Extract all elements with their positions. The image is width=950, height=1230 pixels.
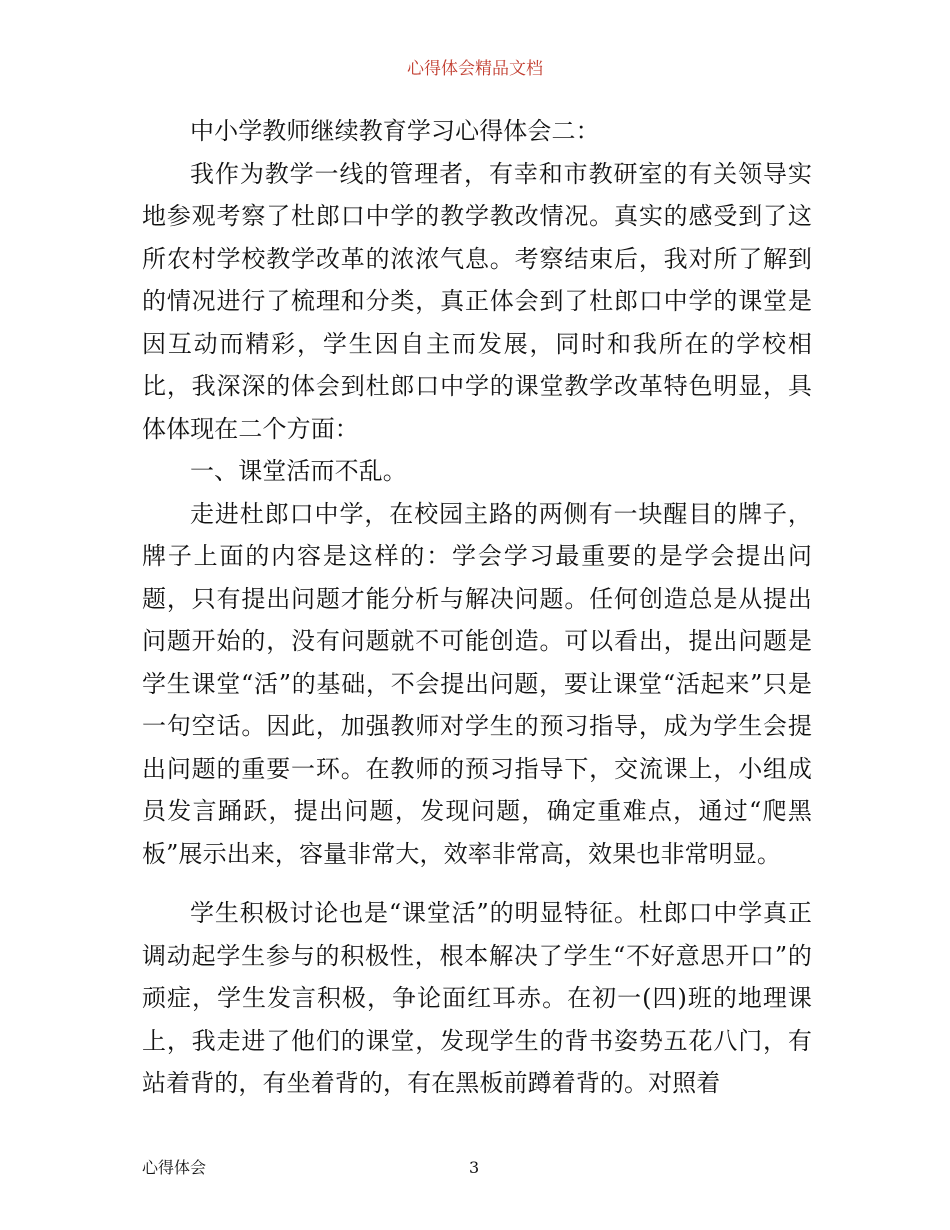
page-number: 3 (469, 1158, 480, 1177)
paragraph-intro: 我作为教学一线的管理者，有幸和市教研室的有关领导实地参观考察了杜郎口中学的教学教改情况。真实的感受到了这所农村学校教学改革的浓浓气息。考察结束后，我对所了解到的情况进行了梳理和分类，真正体会到了杜郎口中学的课堂是因互动而精彩，学生因自主而发展，同时和我所在的学校相比，我深深的体会到杜郎口中学的课堂教学改革特色明显，具体体现在二个方面： (142, 159, 812, 443)
document-body (142, 110, 812, 1105)
paragraph-discussion: 学生积极讨论也是“课堂活”的明显特征。杜郎口中学真正调动起学生参与的积极性，根本解决了学生“不好意思开口”的顽症，学生发言积极，争论面红耳赤。在初一(四)班的地理课上，我走进了他们的课堂，发现学生的背书姿势五花八门，有站着背的，有坐着背的，有在黑板前蹲着背的。对照着 (142, 899, 812, 1097)
page-footer (142, 1157, 812, 1179)
paragraph-signboard: 走进杜郎口中学，在校园主路的两侧有一块醒目的牌子，牌子上面的内容是这样的：学会学习最重要的是学会提出问题，只有提出问题才能分析与解决问题。任何创造总是从提出问题开始的，没有问题就不可能创造。可以看出，提出问题是学生课堂“活”的基础，不会提出问题，要让课堂“活起来”只是一句空话。因此，加强教师对学生的预习指导，成为学生会提出问题的重要一环。在教师的预习指导下，交流课上，小组成员发言踊跃，提出问题，发现问题，确定重难点，通过“爬黑板”展示出来，容量非常大，效率非常高，效果也非常明显。 (142, 499, 812, 868)
paragraph-spacer (142, 875, 812, 892)
footer-label: 心得体会 (142, 1158, 207, 1177)
page-header-title: 心得体会精品文档 (407, 59, 543, 79)
section-heading-1: 一、课堂活而不乱。 (190, 457, 407, 485)
document-heading: 中小学教师继续教育学习心得体会二： (190, 117, 600, 145)
